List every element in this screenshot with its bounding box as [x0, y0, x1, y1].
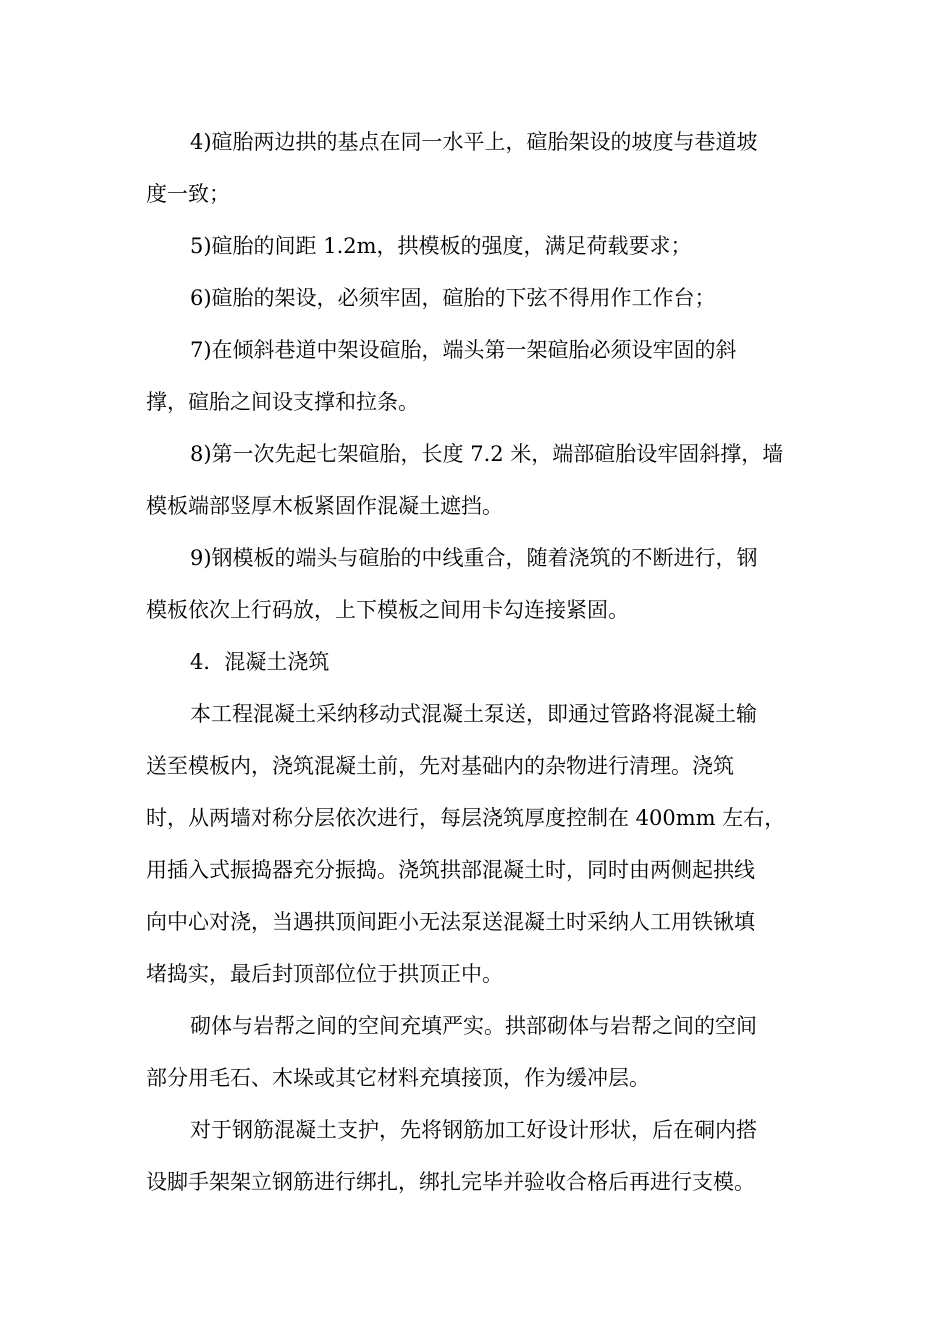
paragraph-line: 撑，碹胎之间设支撑和拉条。: [146, 390, 419, 414]
paragraph-line: 度一致；: [146, 182, 230, 206]
paragraph-reinforced-concrete: [146, 1104, 806, 1208]
section-heading: 4．混凝土浇筑: [190, 650, 330, 674]
paragraph-line: 对于钢筋混凝土支护，先将钢筋加工好设计形状，后在硐内搭: [190, 1118, 757, 1142]
paragraph-line: 4)碹胎两边拱的基点在同一水平上，碹胎架设的坡度与巷道坡: [190, 130, 758, 154]
paragraph-line: 砌体与岩帮之间的空间充填严实。拱部砌体与岩帮之间的空间: [190, 1014, 757, 1038]
paragraph-4-arch-base: [146, 116, 806, 220]
paragraph-line: 堵捣实，最后封顶部位位于拱顶正中。: [146, 962, 503, 986]
paragraph-5-spacing: [146, 220, 806, 272]
paragraph-line: 本工程混凝土采纳移动式混凝土泵送，即通过管路将混凝土输: [190, 702, 757, 726]
paragraph-9-steel-formwork: [146, 532, 806, 636]
paragraph-line: 向中心对浇，当遇拱顶间距小无法泵送混凝土时采纳人工用铁锹填: [146, 910, 755, 934]
section-heading-concrete-pouring: [146, 636, 806, 688]
paragraph-line: 5)碹胎的间距 1.2m，拱模板的强度，满足荷载要求；: [190, 234, 692, 258]
paragraph-line: 部分用毛石、木垛或其它材料充填接顶，作为缓冲层。: [146, 1066, 650, 1090]
paragraph-7-inclined-roadway: [146, 324, 806, 428]
paragraph-line: 模板依次上行码放，上下模板之间用卡勾连接紧固。: [146, 598, 629, 622]
paragraph-line: 9)钢模板的端头与碹胎的中线重合，随着浇筑的不断进行，钢: [190, 546, 758, 570]
paragraph-6-erection: [146, 272, 806, 324]
paragraph-line: 7)在倾斜巷道中架设碹胎，端头第一架碹胎必须设牢固的斜: [190, 338, 737, 362]
document-body: [146, 116, 806, 1208]
paragraph-line: 8)第一次先起七架碹胎，长度 7.2 米，端部碹胎设牢固斜撑，墙: [190, 442, 784, 466]
paragraph-pumping: [146, 688, 806, 1000]
paragraph-line: 用插入式振捣器充分振捣。浇筑拱部混凝土时，同时由两侧起拱线: [146, 858, 755, 882]
paragraph-line: 送至模板内，浇筑混凝土前，先对基础内的杂物进行清理。浇筑: [146, 754, 734, 778]
paragraph-line: 6)碹胎的架设，必须牢固，碹胎的下弦不得用作工作台；: [190, 286, 716, 310]
paragraph-8-first-erection: [146, 428, 806, 532]
paragraph-line: 模板端部竖厚木板紧固作混凝土遮挡。: [146, 494, 503, 518]
paragraph-backfill: [146, 1000, 806, 1104]
paragraph-line: 设脚手架架立钢筋进行绑扎，绑扎完毕并验收合格后再进行支模。: [146, 1170, 755, 1194]
paragraph-line: 时，从两墙对称分层依次进行，每层浇筑厚度控制在 400mm 左右，: [146, 806, 786, 830]
